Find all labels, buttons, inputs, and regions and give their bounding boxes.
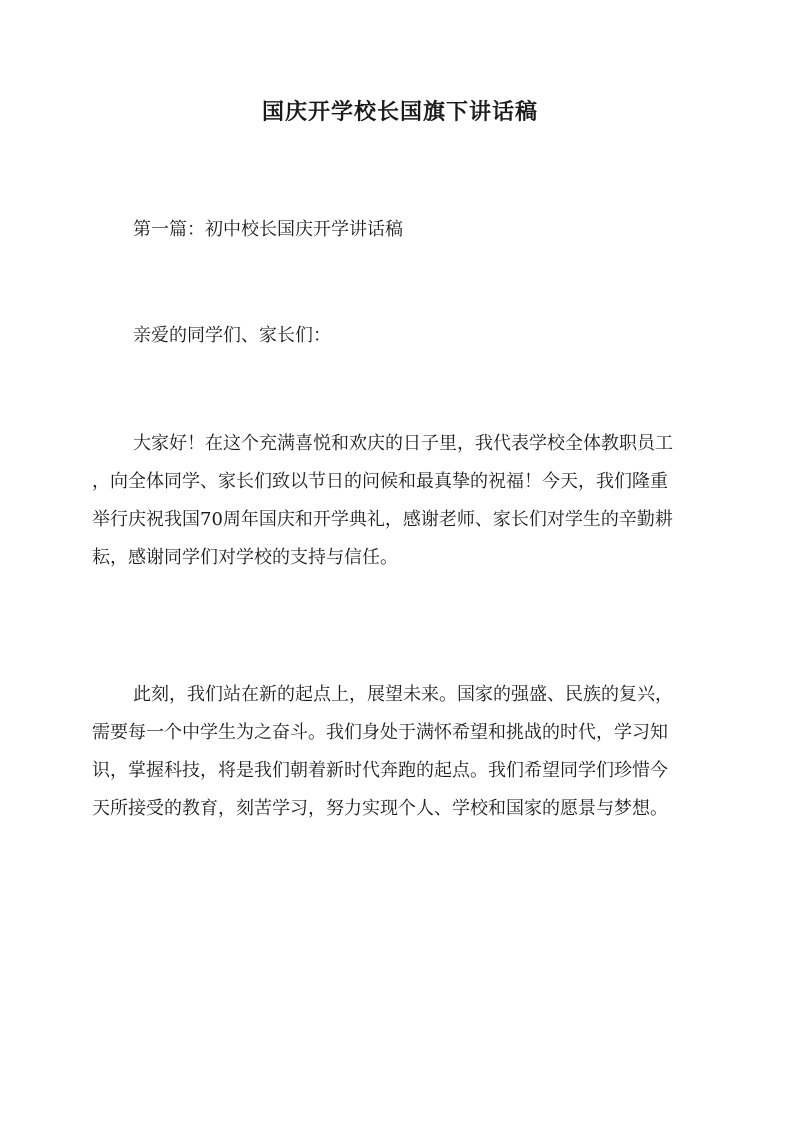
section-heading: 第一篇：初中校长国庆开学讲话稿 [133,219,403,240]
paragraph-line: ，向全体同学、家长们致以节日的问候和最真挚的祝福！今天，我们隆重 [92,471,668,492]
paragraph-outlook [92,676,712,828]
paragraph-line: 大家好！在这个充满喜悦和欢庆的日子里，我代表学校全体教职员工 [133,433,673,454]
paragraph-line: 天所接受的教育，刻苦学习，努力实现个人、学校和国家的愿景与梦想。 [92,798,668,819]
paragraph-line: 识，掌握科技，将是我们朝着新时代奔跑的起点。我们希望同学们珍惜今 [92,760,668,781]
paragraph-line: 此刻，我们站在新的起点上，展望未来。国家的强盛、民族的复兴， [133,684,673,705]
paragraph-line: 举行庆祝我国70周年国庆和开学典礼，感谢老师、家长们对学生的辛勤耕 [92,509,673,530]
document-title: 国庆开学校长国旗下讲话稿 [261,99,538,125]
paragraph-greeting [92,425,712,577]
paragraph-line: 耘，感谢同学们对学校的支持与信任。 [92,547,398,568]
paragraph-line: 需要每一个中学生为之奋斗。我们身处于满怀希望和挑战的时代，学习知 [92,722,668,743]
salutation: 亲爱的同学们、家长们： [133,325,331,346]
